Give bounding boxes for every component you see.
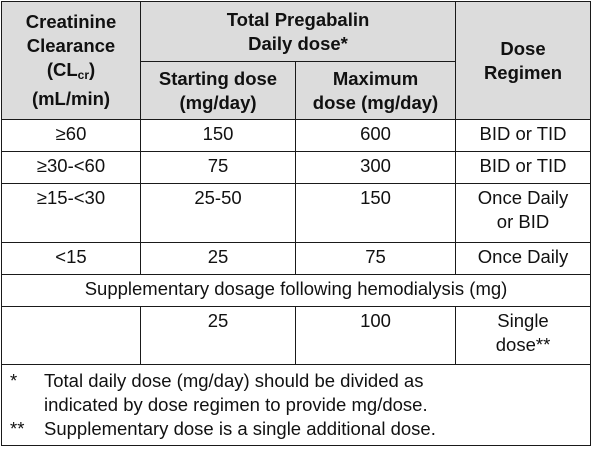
regimen-line: dose** bbox=[495, 334, 551, 355]
supplementary-label-row bbox=[2, 275, 591, 307]
regimen-header-line1: Dose bbox=[500, 37, 546, 59]
footnote-text-line: Total daily dose (mg/day) should be divided as bbox=[44, 370, 424, 391]
table-row bbox=[2, 184, 591, 243]
regimen-cell bbox=[456, 243, 591, 275]
regimen-cell bbox=[456, 152, 591, 184]
crcl-header-line1: Creatinine bbox=[25, 11, 117, 32]
crcl-cell: ≥60 bbox=[2, 120, 141, 152]
table-row bbox=[2, 152, 591, 184]
crcl-cell: ≥30-<60 bbox=[2, 152, 141, 184]
maximum-dose-cell: 100 bbox=[296, 307, 456, 365]
regimen-line: or BID bbox=[496, 211, 550, 232]
crcl-header-line3 bbox=[6, 58, 136, 87]
total-dose-header-line2: Daily dose* bbox=[248, 32, 348, 54]
maximum-header-line1: Maximum bbox=[332, 67, 419, 89]
crcl-close-paren: ) bbox=[89, 59, 96, 80]
crcl-cell bbox=[2, 307, 141, 365]
crcl-cell: <15 bbox=[2, 243, 141, 275]
supplementary-row bbox=[2, 307, 591, 365]
footnote-text bbox=[44, 369, 582, 417]
starting-header-line2: (mg/day) bbox=[179, 91, 257, 113]
footnote-marker: ** bbox=[10, 418, 25, 439]
crcl-cell: ≥15-<30 bbox=[2, 184, 141, 243]
regimen-header-line2: Regimen bbox=[483, 61, 563, 83]
footnote bbox=[10, 417, 582, 441]
maximum-dose-cell: 75 bbox=[296, 243, 456, 275]
regimen-line: Once Daily bbox=[477, 187, 569, 208]
regimen-line: Once Daily bbox=[477, 246, 569, 267]
footnote-text-line: Supplementary dose is a single additional dose. bbox=[44, 418, 436, 439]
starting-dose-header bbox=[141, 62, 296, 120]
starting-dose-cell: 75 bbox=[141, 152, 296, 184]
crcl-abbrev: (CL bbox=[46, 59, 78, 80]
footnote-marker: * bbox=[10, 370, 18, 391]
footnote-text bbox=[44, 417, 582, 441]
footnote-text-line: indicated by dose regimen to provide mg/dose. bbox=[44, 394, 428, 415]
starting-dose-cell: 150 bbox=[141, 120, 296, 152]
table-row bbox=[2, 243, 591, 275]
regimen-line: BID or TID bbox=[479, 155, 567, 176]
creatinine-clearance-header bbox=[2, 2, 141, 120]
maximum-dose-cell: 600 bbox=[296, 120, 456, 152]
maximum-header-line2: dose (mg/day) bbox=[312, 91, 439, 113]
footnotes-row bbox=[2, 365, 591, 446]
crcl-header-line2: Clearance bbox=[26, 35, 116, 56]
crcl-header-units: (mL/min) bbox=[31, 88, 111, 109]
starting-dose-cell: 25-50 bbox=[141, 184, 296, 243]
maximum-dose-header bbox=[296, 62, 456, 120]
dose-regimen-header bbox=[456, 2, 591, 120]
starting-header-line1: Starting dose bbox=[158, 67, 278, 89]
regimen-line: BID or TID bbox=[479, 123, 567, 144]
crcl-subscript: cr bbox=[77, 68, 89, 82]
regimen-cell bbox=[456, 307, 591, 365]
starting-dose-cell: 25 bbox=[141, 307, 296, 365]
regimen-cell bbox=[456, 120, 591, 152]
table-row bbox=[2, 120, 591, 152]
regimen-line: Single bbox=[497, 310, 549, 331]
total-daily-dose-header bbox=[141, 2, 456, 62]
starting-dose-cell: 25 bbox=[141, 243, 296, 275]
footnote bbox=[10, 369, 582, 417]
footnotes-cell bbox=[2, 365, 591, 446]
maximum-dose-cell: 150 bbox=[296, 184, 456, 243]
regimen-cell bbox=[456, 184, 591, 243]
maximum-dose-cell: 300 bbox=[296, 152, 456, 184]
total-dose-header-line1: Total Pregabalin bbox=[226, 8, 370, 30]
supplementary-dosage-label: Supplementary dosage following hemodialysis (mg) bbox=[2, 275, 591, 307]
pregabalin-dosing-table bbox=[1, 1, 591, 446]
